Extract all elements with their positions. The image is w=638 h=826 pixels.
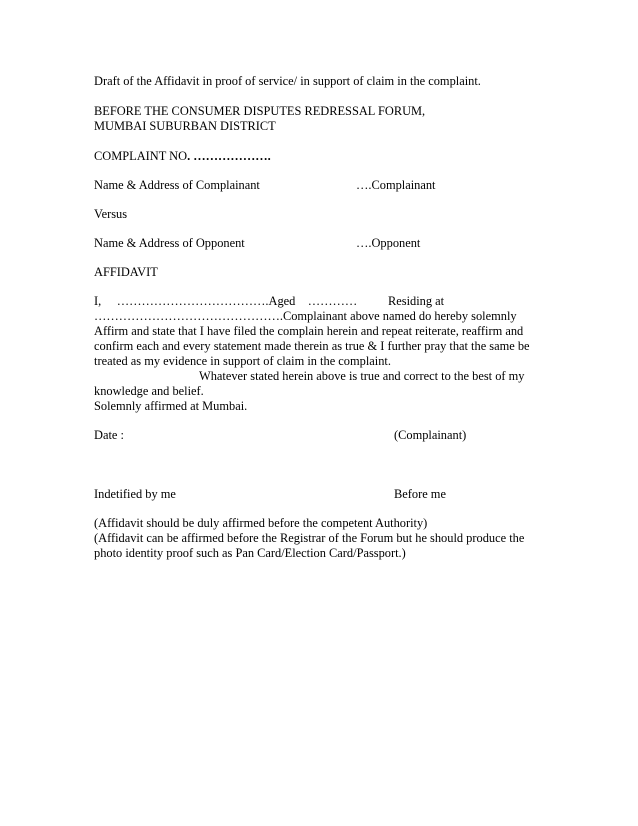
body-line-8: Solemnly affirmed at Mumbai. bbox=[94, 399, 248, 413]
body-line-1: I, ……………………………….Aged ………… bbox=[94, 294, 358, 308]
complaint-number-blank: . ………………. bbox=[187, 149, 271, 163]
opponent-label: Name & Address of Opponent bbox=[94, 236, 245, 250]
complainant-role: ….Complainant bbox=[356, 178, 436, 192]
complainant-label: Name & Address of Complainant bbox=[94, 178, 260, 192]
body-line-2: ……………………………………….Complainant above named do hereby solemnly bbox=[94, 309, 517, 323]
body-line-4: confirm each and every statement made therein as true & I further pray that the same be bbox=[94, 339, 530, 353]
before-me-label: Before me bbox=[394, 487, 446, 501]
date-label: Date : bbox=[94, 428, 124, 442]
body-line-5: treated as my evidence in support of claim in the complaint. bbox=[94, 354, 391, 368]
body-line-7: knowledge and belief. bbox=[94, 384, 204, 398]
complainant-signature-label: (Complainant) bbox=[394, 428, 467, 442]
note-line-2: (Affidavit can be affirmed before the Registrar of the Forum but he should produce the bbox=[94, 531, 525, 545]
forum-line-1: BEFORE THE CONSUMER DISPUTES REDRESSAL FORUM, bbox=[94, 104, 426, 118]
affidavit-heading: AFFIDAVIT bbox=[94, 265, 158, 279]
opponent-role: ….Opponent bbox=[356, 236, 421, 250]
note-line-3: photo identity proof such as Pan Card/Election Card/Passport.) bbox=[94, 546, 406, 560]
body-line-6: Whatever stated herein above is true and correct to the best of my bbox=[199, 369, 525, 383]
body-line-3: Affirm and state that I have filed the complain herein and repeat reiterate, reaffirm and bbox=[94, 324, 524, 338]
complaint-number-label: COMPLAINT NO bbox=[94, 149, 188, 163]
complaint-number bbox=[94, 149, 271, 164]
versus-label: Versus bbox=[94, 207, 128, 221]
forum-line-2: MUMBAI SUBURBAN DISTRICT bbox=[94, 119, 276, 133]
residing-at-label: Residing at bbox=[388, 294, 445, 308]
note-line-1: (Affidavit should be duly affirmed before the competent Authority) bbox=[94, 516, 428, 530]
identified-by-label: Indetified by me bbox=[94, 487, 176, 501]
draft-title: Draft of the Affidavit in proof of service/ in support of claim in the complaint. bbox=[94, 74, 481, 88]
